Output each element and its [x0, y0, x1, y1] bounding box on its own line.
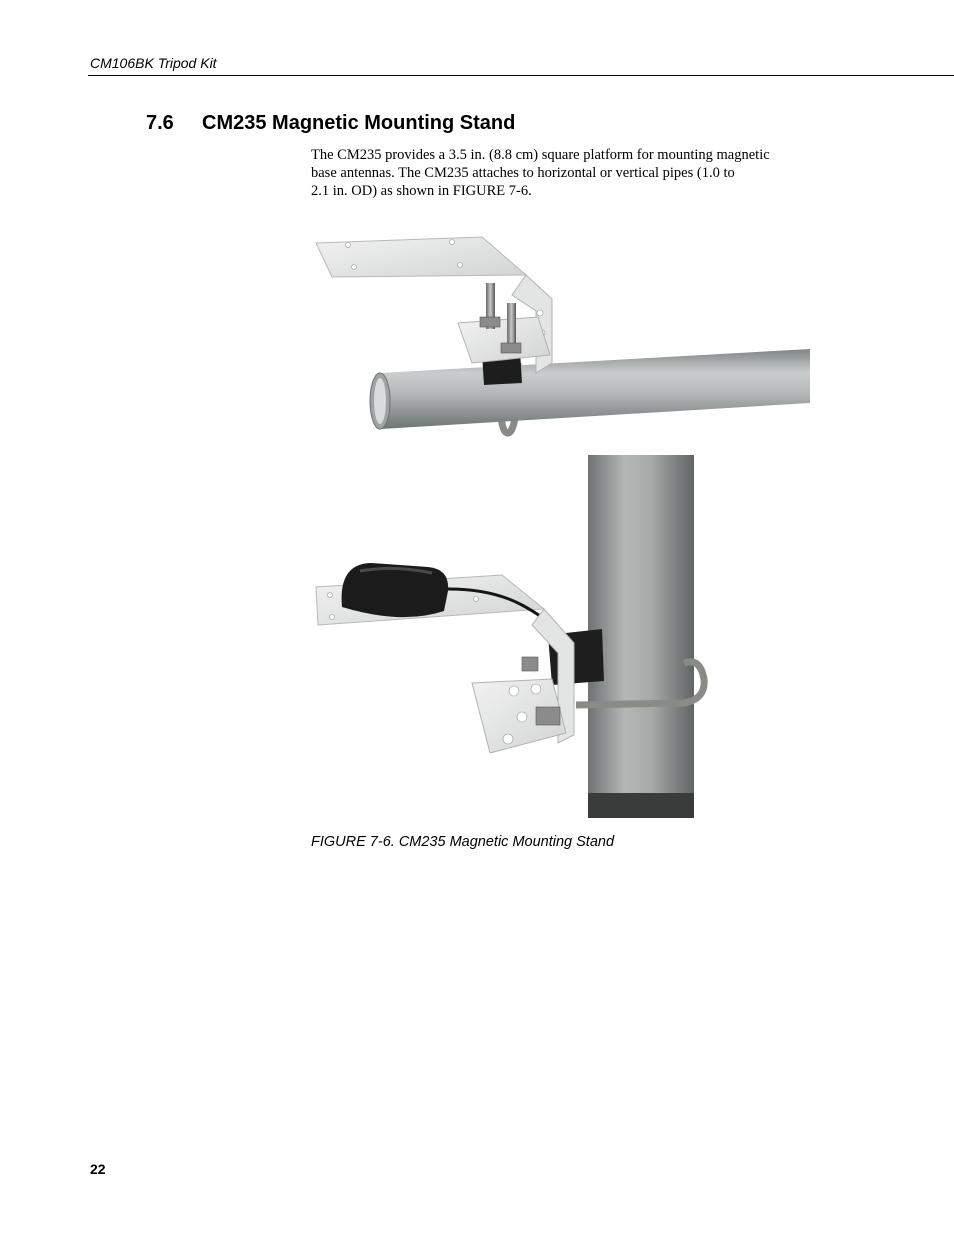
- section-heading: [146, 112, 515, 135]
- section-number: 7.6: [146, 112, 174, 134]
- page-number: 22: [90, 1161, 106, 1177]
- paragraph-line: 2.1 in. OD) as shown in FIGURE 7-6.: [311, 183, 532, 199]
- body-paragraph: [311, 146, 821, 200]
- paragraph-line: The CM235 provides a 3.5 in. (8.8 cm) square platform for mounting magnetic: [311, 147, 770, 163]
- figure-caption: FIGURE 7-6. CM235 Magnetic Mounting Stand: [311, 834, 615, 850]
- section-title: CM235 Magnetic Mounting Stand: [202, 112, 516, 134]
- running-header: CM106BK Tripod Kit: [90, 55, 217, 71]
- horizontal-pipe-photo: [316, 237, 810, 433]
- vertical-pipe-photo: [316, 455, 704, 818]
- paragraph-line: base antennas. The CM235 attaches to horizontal or vertical pipes (1.0 to: [311, 165, 735, 181]
- header-rule: [88, 75, 954, 76]
- figure-photos: [312, 233, 812, 818]
- mounting-stand-illustration: [312, 233, 812, 818]
